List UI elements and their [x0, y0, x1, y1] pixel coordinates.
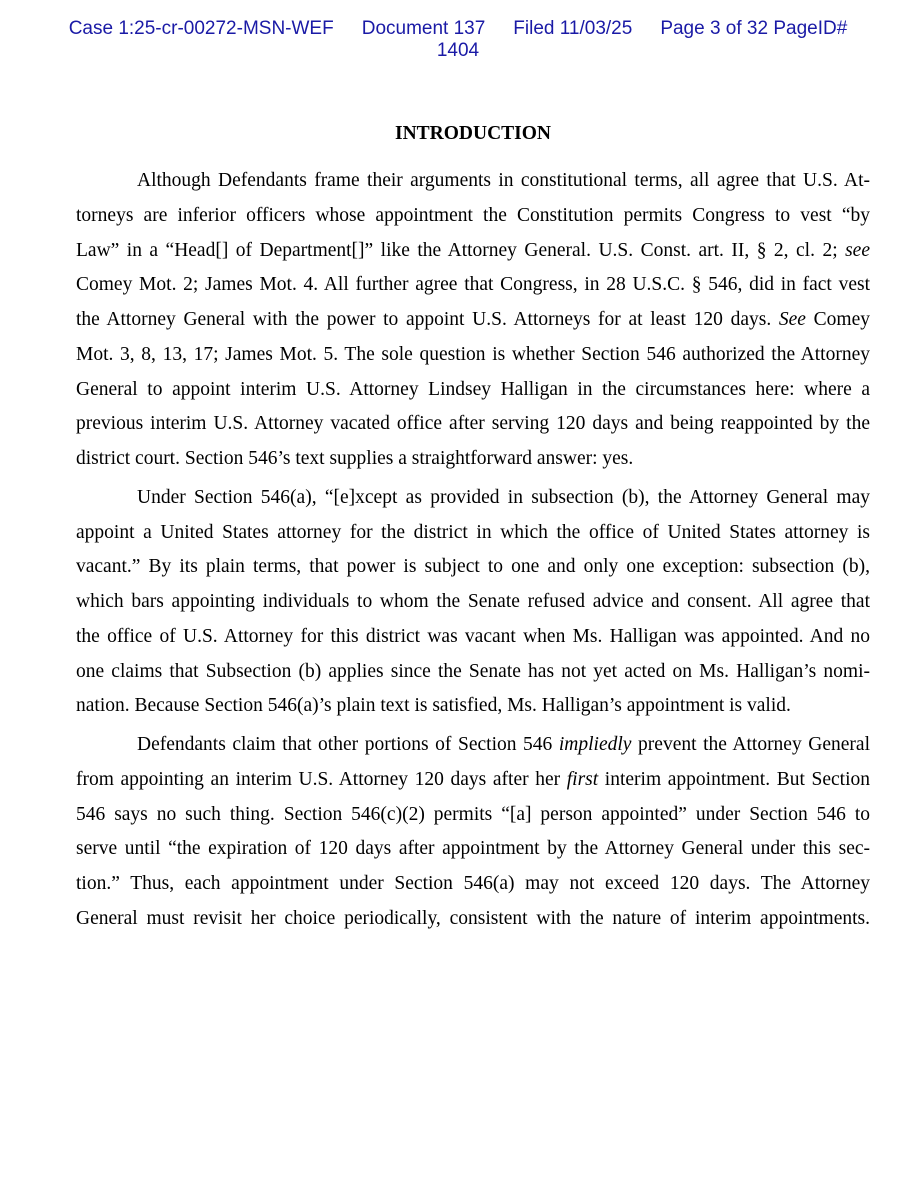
text-line: General to appoint interim U.S. Attorney Lindsey Halligan in the circumstances here: where a	[76, 378, 870, 400]
text-line: serve until “the expiration of 120 days after appointment by the Attorney General under this sec-	[76, 838, 870, 860]
text-line: previous interim U.S. Attorney vacated office after serving 120 days and being reappointed by the	[76, 413, 870, 435]
text-line: the office of U.S. Attorney for this district was vacant when Ms. Halligan was appointed. And no	[76, 625, 870, 647]
document-body	[76, 164, 870, 937]
text-line: Under Section 546(a), “[e]xcept as provided in subsection (b), the Attorney General may	[137, 486, 870, 508]
document-number: Document 137	[361, 18, 486, 39]
text-line: district court. Section 546’s text supplies a straightforward answer: yes.	[76, 448, 634, 469]
text-line: tion.” Thus, each appointment under Section 546(a) may not exceed 120 days. The Attorney	[76, 873, 870, 894]
text-line: from appointing an interim U.S. Attorney 120 days after her first interim appointment. But Section	[76, 768, 870, 790]
text-line: Defendants claim that other portions of Section 546 impliedly prevent the Attorney General	[137, 734, 870, 755]
ecf-header	[0, 18, 916, 62]
text-line: nation. Because Section 546(a)’s plain text is satisfied, Ms. Halligan’s appointment is valid.	[76, 695, 791, 717]
text-line: Law” in a “Head[] of Department[]” like the Attorney General. U.S. Const. art. II, § 2, cl. 2; see	[76, 239, 870, 261]
page-number: Page 3 of 32 PageID#	[660, 18, 848, 39]
filed-date: Filed 11/03/25	[513, 18, 633, 39]
text-line: torneys are inferior officers whose appointment the Constitution permits Congress to vest “by	[76, 204, 870, 226]
page-id: 1404	[436, 40, 480, 61]
section-heading: INTRODUCTION	[394, 123, 552, 144]
text-line: one claims that Subsection (b) applies since the Senate has not yet acted on Ms. Halligan’s nomi-	[76, 660, 870, 682]
text-line: 546 says no such thing. Section 546(c)(2) permits “[a] person appointed” under Section 546 to	[76, 803, 870, 825]
text-line: the Attorney General with the power to appoint U.S. Attorneys for at least 120 days. See Comey	[76, 309, 870, 330]
case-number: Case 1:25-cr-00272-MSN-WEF	[68, 18, 334, 39]
text-line: General must revisit her choice periodically, consistent with the nature of interim appointments.	[76, 907, 870, 929]
text-line: appoint a United States attorney for the district in which the office of United States attorney is	[76, 521, 870, 543]
text-line: Comey Mot. 2; James Mot. 4. All further agree that Congress, in 28 U.S.C. § 546, did in fact vest	[76, 274, 870, 296]
text-line: Although Defendants frame their arguments in constitutional terms, all agree that U.S. At-	[137, 170, 870, 191]
text-line: Mot. 3, 8, 13, 17; James Mot. 5. The sole question is whether Section 546 authorized the Attorney	[76, 343, 870, 365]
text-line: which bars appointing individuals to whom the Senate refused advice and consent. All agree that	[76, 591, 870, 612]
text-line: vacant.” By its plain terms, that power is subject to one and only one exception: subsection (b),	[76, 556, 870, 578]
